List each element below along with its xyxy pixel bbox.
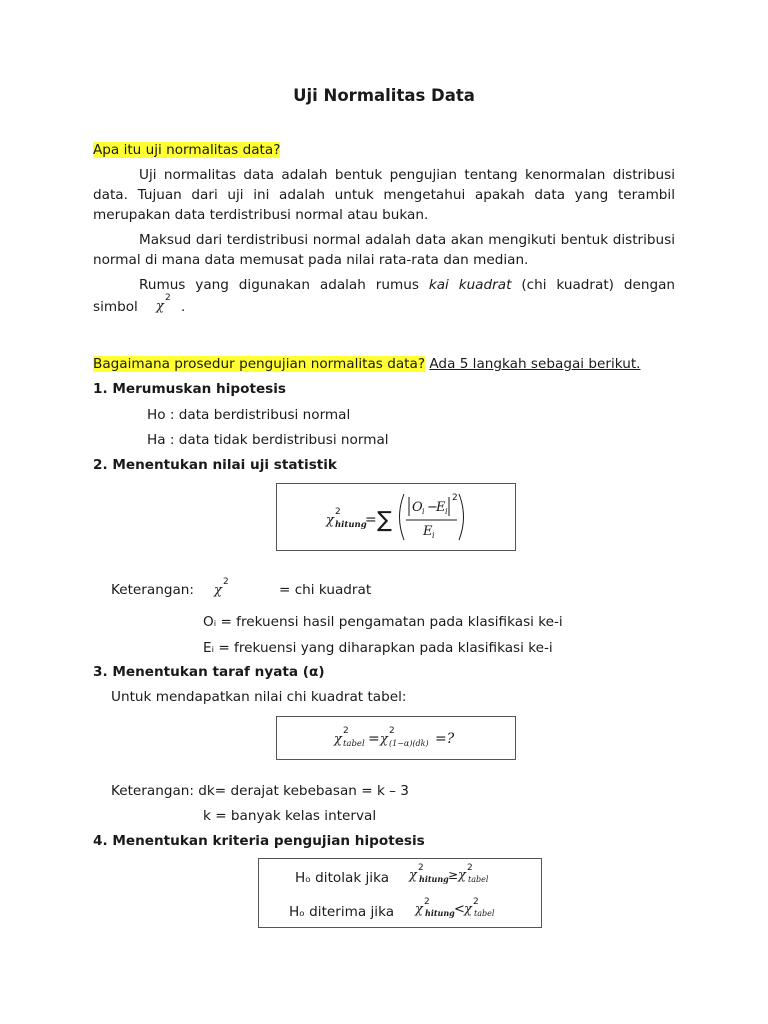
formula-sigma: ∑ bbox=[377, 508, 392, 533]
underlined-answer: Ada 5 langkah sebagai berikut. bbox=[429, 356, 641, 372]
formula-E-denominator-sub: i bbox=[432, 531, 435, 540]
formula-sub: hitung bbox=[335, 520, 367, 530]
keterangan-2-k: k = banyak kelas interval bbox=[203, 808, 377, 824]
keterangan-chi-sup: 2 bbox=[223, 577, 229, 587]
paragraph-definition: Uji normalitas data adalah bentuk pengujian tentang kenormalan distribusi data. Tujuan dari uji ini adalah untuk mengetahui apakah data yang terambil merupakan data terdistribusi normal atau bukan. bbox=[93, 167, 675, 223]
formula-E-sub: i bbox=[445, 507, 448, 516]
formula-box-chi-hitung bbox=[276, 483, 516, 551]
tabel-chi-2: χ bbox=[380, 732, 388, 747]
formula-chi: χ bbox=[326, 513, 334, 528]
criteria-reject-label: Hₒ ditolak jika bbox=[295, 870, 390, 886]
criteria-accept-label: Hₒ diterima jika bbox=[289, 904, 395, 920]
criteria-accept-sub: hitung bbox=[425, 908, 455, 918]
step-2-heading: 2. Menentukan nilai uji statistik bbox=[93, 457, 337, 473]
formula-sup: 2 bbox=[335, 507, 341, 517]
criteria-reject-op: ≥ bbox=[448, 868, 459, 882]
step-4-heading: 4. Menentukan kriteria pengujian hipotesis bbox=[93, 833, 425, 849]
keterangan-1-label: Keterangan: bbox=[111, 582, 194, 598]
tabel-sup: 2 bbox=[343, 726, 349, 736]
criteria-accept-op: < bbox=[454, 902, 465, 917]
chi-superscript: 2 bbox=[165, 293, 171, 303]
formula-paren-left bbox=[400, 494, 405, 540]
criteria-accept-sup: 2 bbox=[424, 897, 430, 907]
formula-sup-2: 2 bbox=[452, 493, 458, 503]
formula-chi-tabel bbox=[277, 717, 515, 759]
formula-E-denominator: E bbox=[423, 524, 433, 539]
formula-intro-text-2: (chi kuadrat) dengan bbox=[521, 277, 676, 293]
formula-name-italic: kai kuadrat bbox=[428, 277, 512, 293]
criteria-reject-sup-2: 2 bbox=[467, 863, 473, 873]
keterangan-2-dk: Keterangan: dk= derajat kebebasan = k – 3 bbox=[111, 783, 409, 799]
formula-O: O bbox=[412, 500, 423, 515]
criteria-accept-chi: χ bbox=[415, 902, 423, 917]
keterangan-1-text: = chi kuadrat bbox=[279, 582, 372, 598]
step-1-heading: 1. Merumuskan hipotesis bbox=[93, 381, 287, 397]
formula-minus: − bbox=[427, 500, 438, 515]
tabel-equals: = bbox=[368, 731, 380, 747]
criteria-accept-sub-2: tabel bbox=[474, 909, 495, 918]
criteria-accept-sup-2: 2 bbox=[473, 897, 479, 907]
keterangan-chi-symbol bbox=[208, 571, 244, 601]
criteria-formulas bbox=[259, 859, 541, 927]
formula-chi-hitung bbox=[277, 484, 515, 550]
question-heading-1 bbox=[93, 142, 280, 158]
criteria-reject-chi: χ bbox=[409, 868, 417, 883]
tabel-end: =? bbox=[435, 731, 455, 747]
tabel-sub-2: (1−α)(dk) bbox=[389, 739, 429, 748]
chi-letter: χ bbox=[156, 299, 164, 314]
step-3-heading: 3. Menentukan taraf nyata (α) bbox=[93, 664, 325, 680]
tabel-sup-2: 2 bbox=[389, 726, 395, 736]
intro-paragraphs bbox=[93, 165, 675, 295]
tabel-chi: χ bbox=[334, 732, 342, 747]
step-3-text: Untuk mendapatkan nilai chi kuadrat tabel: bbox=[111, 689, 407, 705]
criteria-reject-sub: hitung bbox=[419, 874, 449, 884]
criteria-box bbox=[258, 858, 542, 928]
criteria-reject-chi-2: χ bbox=[458, 868, 466, 883]
keterangan-ei: Eᵢ = frekuensi yang diharapkan pada klasifikasi ke-i bbox=[203, 640, 553, 656]
question-heading-2 bbox=[93, 356, 640, 372]
formula-equals: = bbox=[365, 512, 377, 528]
symbol-label: simbol bbox=[93, 299, 138, 315]
tabel-sub: tabel bbox=[343, 739, 365, 749]
hypothesis-ha: Ha : data tidak berdistribusi normal bbox=[147, 432, 389, 448]
page-title: Uji Normalitas Data bbox=[293, 86, 475, 105]
highlighted-question-2: Bagaimana prosedur pengujian normalitas data? bbox=[93, 356, 426, 372]
symbol-period: . bbox=[181, 299, 186, 315]
symbol-line bbox=[93, 299, 138, 315]
formula-box-chi-tabel bbox=[276, 716, 516, 760]
formula-E: E bbox=[436, 500, 446, 515]
criteria-reject-sub-2: tabel bbox=[468, 875, 489, 884]
formula-paren-right bbox=[459, 494, 464, 540]
highlighted-question: Apa itu uji normalitas data? bbox=[93, 142, 281, 158]
criteria-accept-chi-2: χ bbox=[464, 902, 472, 917]
paragraph-normal-distribution: Maksud dari terdistribusi normal adalah data akan mengikuti bentuk distribusi normal di mana data memusat pada nilai rata-rata dan median. bbox=[93, 232, 675, 268]
formula-O-sub: i bbox=[422, 507, 425, 516]
criteria-reject-sup: 2 bbox=[418, 863, 424, 873]
hypothesis-h0: Ho : data berdistribusi normal bbox=[147, 407, 351, 423]
keterangan-chi-letter: χ bbox=[214, 583, 222, 598]
formula-intro-text: Rumus yang digunakan adalah rumus bbox=[139, 277, 419, 293]
keterangan-oi: Oᵢ = frekuensi hasil pengamatan pada klasifikasi ke-i bbox=[203, 614, 563, 630]
